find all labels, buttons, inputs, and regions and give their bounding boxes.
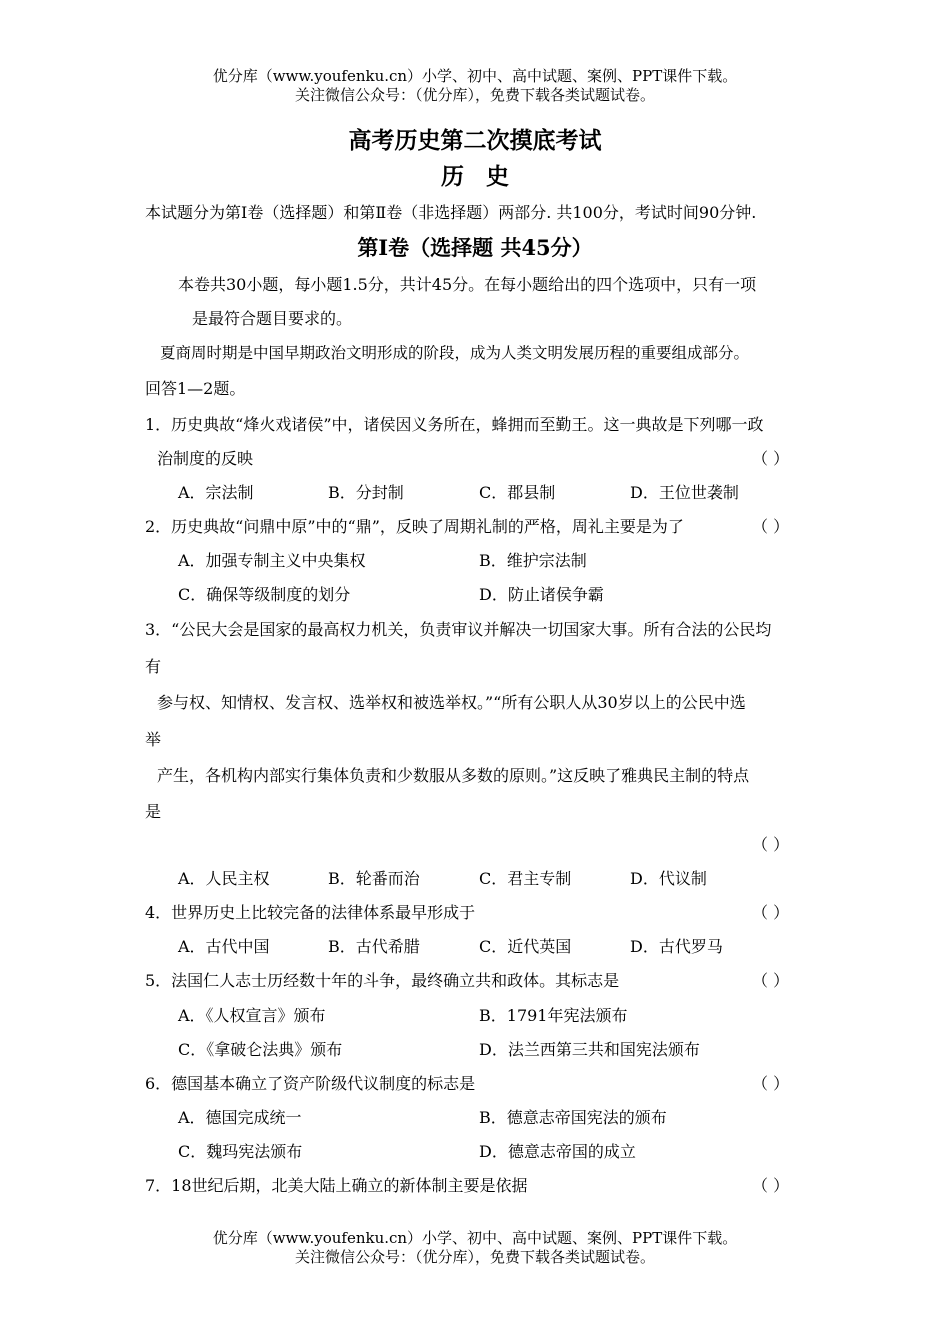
section-instruction-2: 是最符合题目要求的。 (192, 309, 353, 328)
q3-stem-3-wrap: 是 (145, 802, 162, 821)
q6-stem: 6．德国基本确立了资产阶级代议制度的标志是 (145, 1074, 476, 1093)
q4-option-b: B．古代希腊 (328, 937, 420, 956)
q3-option-a: A．人民主权 (178, 869, 270, 888)
exam-title: 高考历史第二次摸底考试 (348, 127, 602, 154)
q1-option-c: C．郡县制 (479, 483, 556, 502)
q3-stem-1-wrap: 有 (145, 657, 162, 676)
q1-stem-2: 治制度的反映 (157, 449, 254, 468)
context-line-2: 回答1—2题。 (145, 379, 246, 398)
q5-option-a: A．《人权宣言》颁布 (178, 1006, 326, 1025)
q1-option-d: D．王位世袭制 (630, 483, 739, 502)
context-line-1: 夏商周时期是中国早期政治文明形成的阶段，成为人类文明发展历程的重要组成部分。 (160, 344, 750, 362)
q2-answer-blank: （ ） (752, 517, 790, 536)
q2-stem: 2．历史典故“问鼎中原”中的“鼎”，反映了周期礼制的严格，周礼主要是为了 (145, 517, 684, 536)
q6-option-a: A．德国完成统一 (178, 1108, 302, 1127)
q3-stem-1: 3．“公民大会是国家的最高权力机关，负责审议并解决一切国家大事。所有合法的公民均 (145, 620, 772, 639)
q1-answer-blank: （ ） (752, 449, 790, 468)
q6-option-c: C．魏玛宪法颁布 (178, 1142, 303, 1161)
page-footer-line1: 优分库（www.youfenku.cn）小学、初中、高中试题、案例、PPT课件下载。 (212, 1229, 738, 1247)
q1-option-a: A．宗法制 (178, 483, 254, 502)
q7-stem: 7．18世纪后期，北美大陆上确立的新体制主要是依据 (145, 1176, 528, 1195)
q3-answer-blank: （ ） (752, 835, 790, 854)
subject-title: 历史 (441, 163, 531, 190)
page-footer-line2: 关注微信公众号：（优分库），免费下载各类试题试卷。 (294, 1248, 655, 1266)
q4-option-c: C．近代英国 (479, 937, 572, 956)
q7-answer-blank: （ ） (752, 1176, 790, 1195)
q3-stem-3: 产生，各机构内部实行集体负责和少数服从多数的原则。”这反映了雅典民主制的特点 (157, 766, 750, 785)
q6-answer-blank: （ ） (752, 1074, 790, 1093)
q3-option-c: C．君主专制 (479, 869, 572, 888)
q5-option-d: D．法兰西第三共和国宪法颁布 (479, 1040, 700, 1059)
q3-stem-2-wrap: 举 (145, 730, 162, 749)
q5-stem: 5．法国仁人志士历经数十年的斗争，最终确立共和政体。其标志是 (145, 971, 620, 990)
q3-option-b: B．轮番而治 (328, 869, 420, 888)
page-header-line1: 优分库（www.youfenku.cn）小学、初中、高中试题、案例、PPT课件下载。 (212, 67, 738, 85)
q6-option-d: D．德意志帝国的成立 (479, 1142, 636, 1161)
q5-answer-blank: （ ） (752, 971, 790, 990)
q4-stem: 4．世界历史上比较完备的法律体系最早形成于 (145, 903, 476, 922)
exam-intro: 本试题分为第Ⅰ卷（选择题）和第Ⅱ卷（非选择题）两部分. 共100分，考试时间90分钟. (145, 203, 757, 222)
q4-option-a: A．古代中国 (178, 937, 270, 956)
q2-option-b: B．维护宗法制 (479, 551, 587, 570)
q1-option-b: B．分封制 (328, 483, 404, 502)
page-header-line2: 关注微信公众号：（优分库），免费下载各类试题试卷。 (294, 86, 655, 104)
q3-stem-2: 参与权、知情权、发言权、选举权和被选举权。”“所有公职人从30岁以上的公民中选 (157, 693, 746, 712)
q4-answer-blank: （ ） (752, 903, 790, 922)
q5-option-b: B．1791年宪法颁布 (479, 1006, 628, 1025)
q1-stem-1: 1．历史典故“烽火戏诸侯”中，诸侯因义务所在，蜂拥而至勤王。这一典故是下列哪一政 (145, 415, 764, 434)
q2-option-d: D．防止诸侯争霸 (479, 585, 604, 604)
q2-option-c: C．确保等级制度的划分 (178, 585, 351, 604)
q4-option-d: D．古代罗马 (630, 937, 723, 956)
q3-option-d: D．代议制 (630, 869, 707, 888)
q5-option-c: C．《拿破仑法典》颁布 (178, 1040, 343, 1059)
section-instruction-1: 本卷共30小题，每小题1.5分，共计45分。在每小题给出的四个选项中，只有一项 (178, 275, 757, 294)
q2-option-a: A．加强专制主义中央集权 (178, 551, 366, 570)
section-heading: 第Ⅰ卷（选择题 共45分） (357, 235, 593, 260)
q6-option-b: B．德意志帝国宪法的颁布 (479, 1108, 667, 1127)
